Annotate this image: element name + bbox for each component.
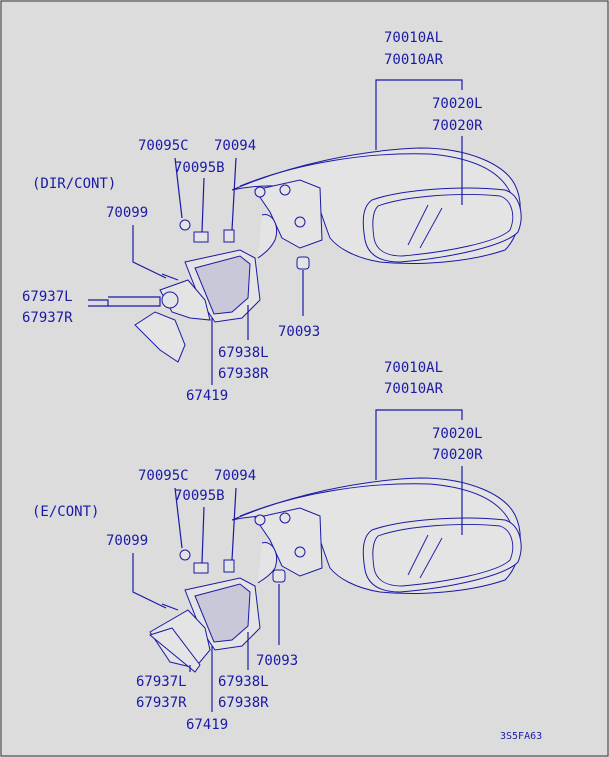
bottom-clip-70093 — [273, 570, 285, 582]
top-leader-mirror — [376, 80, 462, 150]
bottom-screw-b — [280, 513, 290, 523]
diagram-code: 3S5FA63 — [500, 731, 543, 742]
top-label-70010ar: 70010AR — [384, 52, 444, 68]
bottom-connector-70094 — [224, 560, 234, 572]
bottom-label-70020l: 70020L — [432, 426, 483, 442]
top-leader-70094 — [232, 158, 236, 230]
top-label-70020l: 70020L — [432, 96, 483, 112]
bottom-leader-mirror — [376, 410, 462, 480]
bottom-label-67419: 67419 — [186, 717, 229, 733]
top-label-70093: 70093 — [278, 324, 321, 340]
bottom-label-67938l: 67938L — [218, 674, 269, 690]
bottom-label-70093: 70093 — [256, 653, 299, 669]
top-label-70095b: 70095B — [174, 160, 225, 176]
bottom-label-70099: 70099 — [106, 533, 149, 549]
bottom-label-70010ar: 70010AR — [384, 381, 444, 397]
top-leader-67937 — [108, 297, 160, 306]
bottom-label-67937l: 67937L — [136, 674, 187, 690]
top-label-67937l: 67937L — [22, 289, 73, 305]
bottom-screw-c — [295, 547, 305, 557]
top-leader-70095b — [202, 178, 204, 232]
bottom-leader-70094 — [232, 488, 236, 560]
top-screw-70095c — [180, 220, 190, 230]
top-screw-a — [255, 187, 265, 197]
bottom-label-70095c: 70095C — [138, 468, 189, 484]
top-label-67937r: 67937R — [22, 310, 73, 326]
bottom-label-70095b: 70095B — [174, 488, 225, 504]
bottom-screw-70095b — [194, 563, 208, 573]
top-screw-c — [295, 217, 305, 227]
top-label-70010al: 70010AL — [384, 30, 444, 46]
top-harness-wire — [258, 215, 277, 258]
diagram-border — [1, 1, 608, 756]
bottom-leader-70095b — [202, 507, 204, 563]
bottom-screw-70095c — [180, 550, 190, 560]
top-label-70020r: 70020R — [432, 118, 483, 134]
bottom-label-67938r: 67938R — [218, 695, 269, 711]
bottom-screw-a — [255, 515, 265, 525]
top-assembly — [135, 148, 521, 362]
bottom-label-70020r: 70020R — [432, 447, 483, 463]
top-label-67419: 67419 — [186, 388, 229, 404]
top-label-67938l: 67938L — [218, 345, 269, 361]
top-screw-b — [280, 185, 290, 195]
top-leader-70099 — [133, 225, 166, 278]
top-label-67938r: 67938R — [218, 366, 269, 382]
top-label-70095c: 70095C — [138, 138, 189, 154]
top-label-70094: 70094 — [214, 138, 257, 154]
top-connector-70094 — [224, 230, 234, 242]
bottom-variant-label: (E/CONT) — [32, 504, 100, 520]
bottom-label-70094: 70094 — [214, 468, 257, 484]
top-clip-70093 — [297, 257, 309, 269]
top-label-70099: 70099 — [106, 205, 149, 221]
top-motor-67937 — [162, 292, 178, 308]
top-variant-label: (DIR/CONT) — [32, 176, 117, 192]
top-leader-67937-bracket — [88, 300, 108, 306]
bottom-label-70010al: 70010AL — [384, 360, 444, 376]
top-screw-70095b — [194, 232, 208, 242]
bottom-leader-70099 — [133, 553, 166, 608]
bottom-assembly — [150, 478, 521, 672]
bottom-label-67937r: 67937R — [136, 695, 187, 711]
top-motor-cover — [135, 312, 185, 362]
